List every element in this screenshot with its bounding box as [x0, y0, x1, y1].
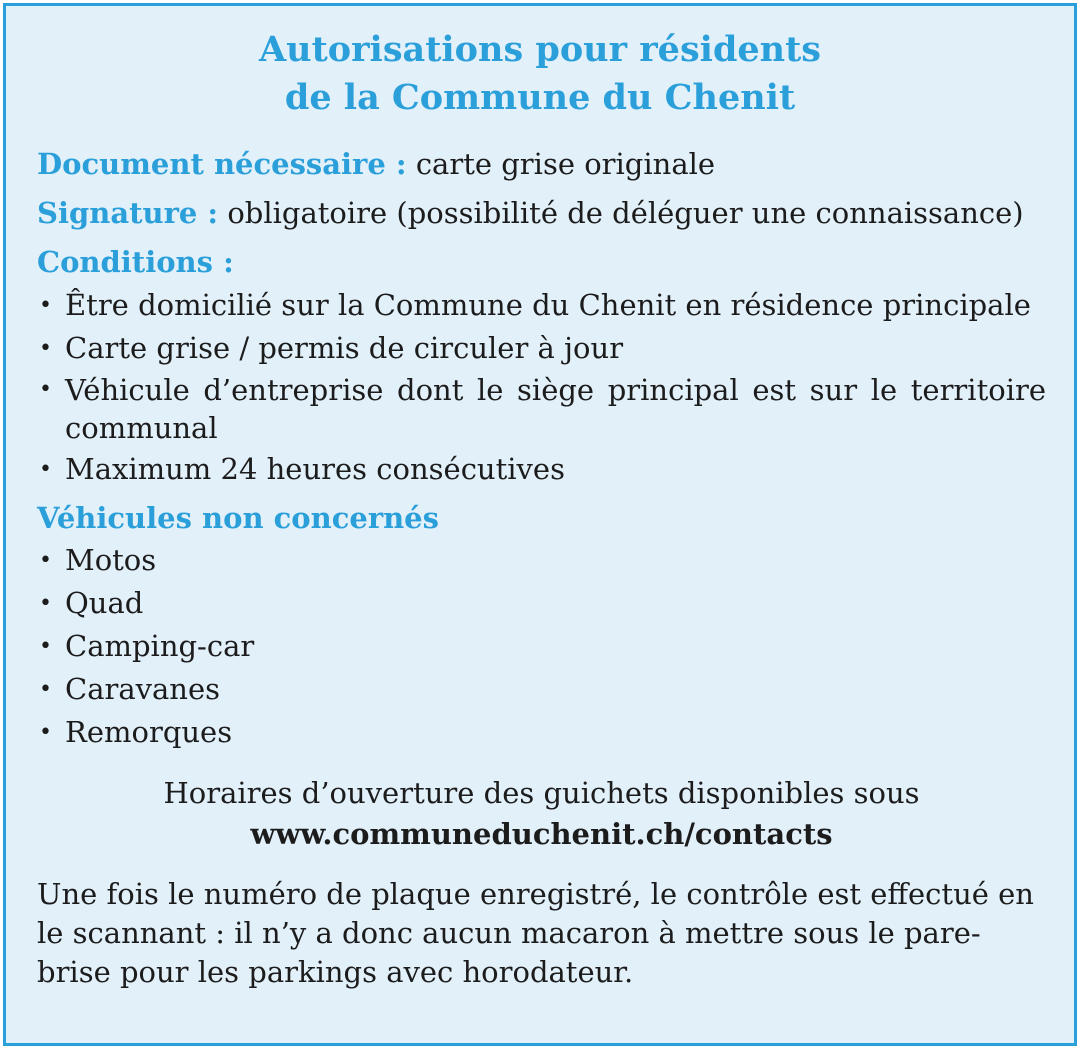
contacts-link[interactable]: www.communeduchenit.ch/contacts	[250, 817, 833, 851]
title-line-2: de la Commune du Chenit	[284, 77, 796, 118]
list-item: • Véhicule d’entreprise dont le siège principal est sur le territoire communal	[37, 371, 1046, 447]
document-value: carte grise originale	[415, 147, 716, 181]
signature-row	[37, 193, 1046, 234]
list-item: • Carte grise / permis de circuler à jour	[37, 328, 1046, 369]
list-item: • Motos	[37, 540, 1046, 581]
signature-value: obligatoire (possibilité de déléguer une connaissance)	[227, 196, 1024, 230]
list-item: • Quad	[37, 583, 1046, 624]
excluded-list	[37, 540, 1046, 753]
conditions-heading: Conditions :	[37, 245, 234, 279]
panel-content	[6, 144, 1074, 992]
document-label: Document nécessaire :	[37, 147, 407, 181]
panel-title	[6, 26, 1074, 122]
info-panel	[3, 3, 1077, 1046]
hours-text: Horaires d’ouverture des guichets disponibles sous	[163, 776, 920, 810]
list-item: • Remorques	[37, 712, 1046, 753]
signature-label: Signature :	[37, 196, 219, 230]
note-text: Une fois le numéro de plaque enregistré, le contrôle est effectué en le scannant : il n’y a donc aucun macaron à mettre sous le pare-brise pour les parkings avec horodateur.	[37, 877, 1034, 989]
conditions-list	[37, 285, 1046, 490]
list-item: • Maximum 24 heures consécutives	[37, 449, 1046, 490]
list-item: • Être domicilié sur la Commune du Chenit en résidence principale	[37, 285, 1046, 326]
list-item: • Camping-car	[37, 626, 1046, 667]
title-line-1: Autorisations pour résidents	[258, 29, 822, 70]
document-row	[37, 144, 1046, 185]
excluded-heading: Véhicules non concernés	[37, 501, 439, 535]
list-item: • Caravanes	[37, 669, 1046, 710]
